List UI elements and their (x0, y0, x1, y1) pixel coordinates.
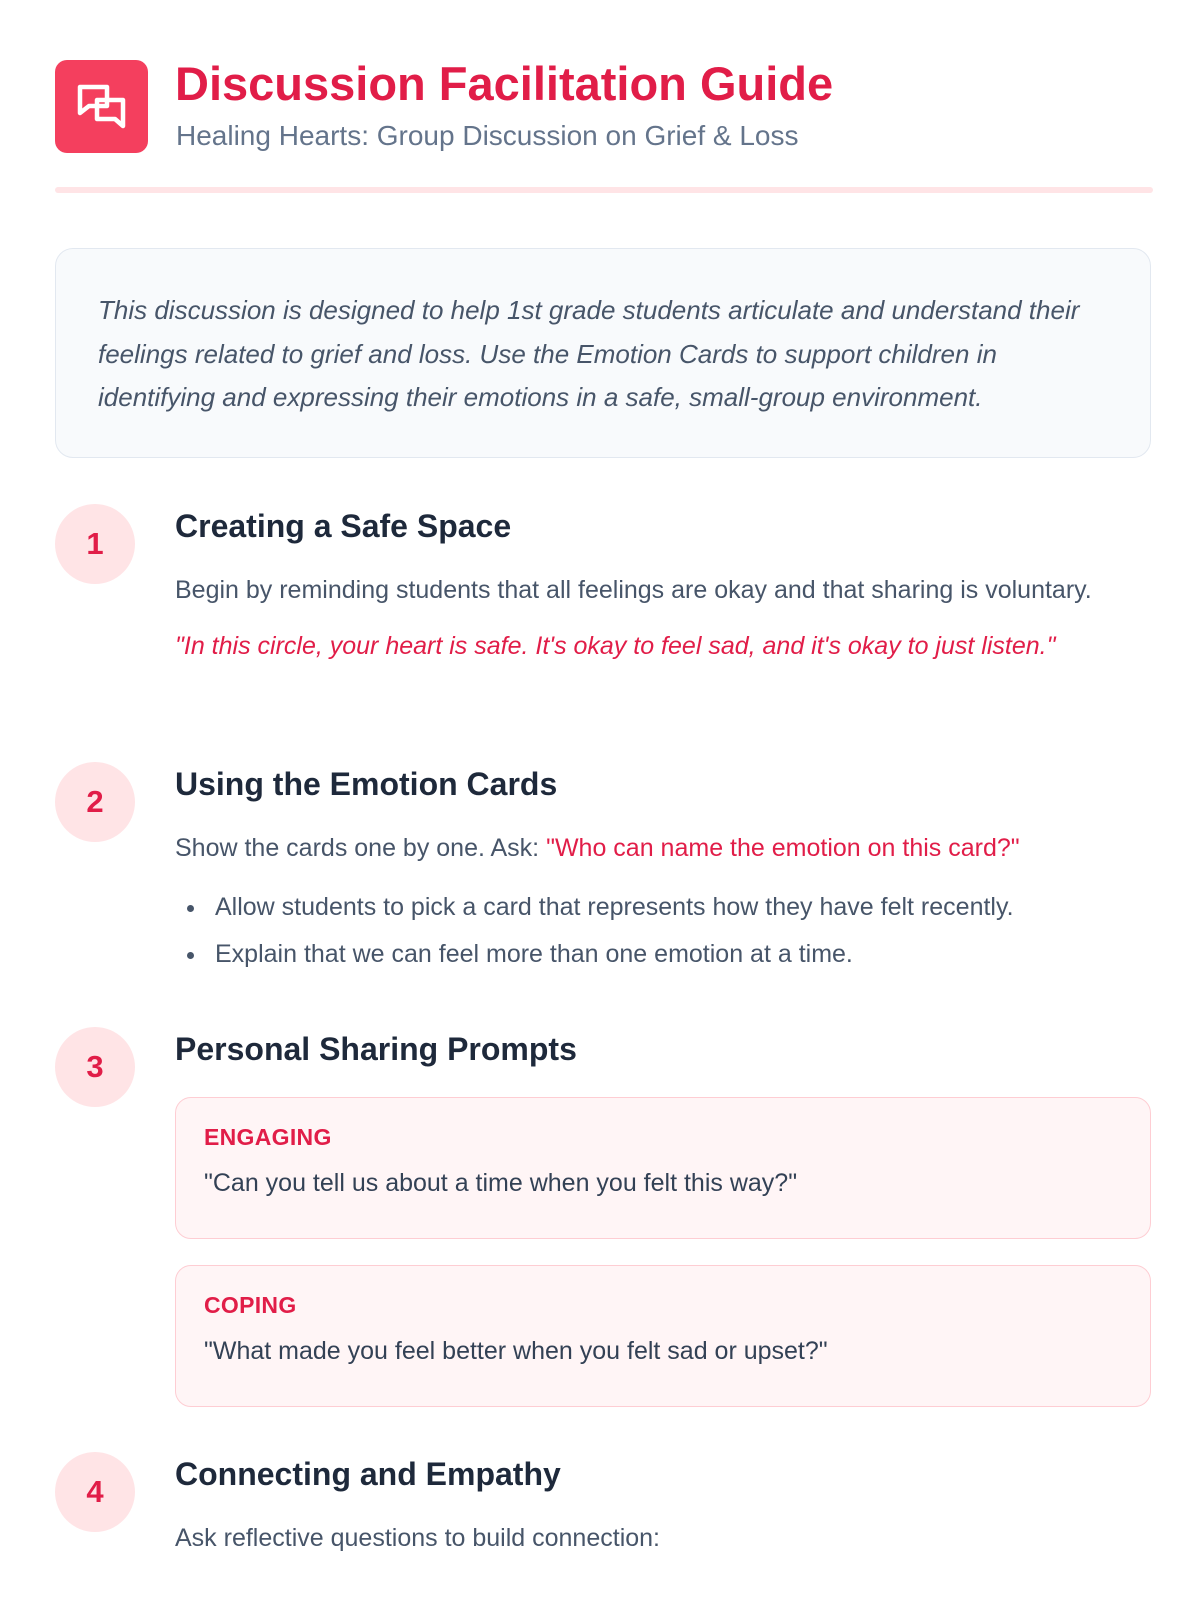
prompt-text: "What made you feel better when you felt sad or upset?" (204, 1337, 828, 1365)
ask-lead: Show the cards one by one. Ask: (175, 834, 540, 862)
section-text (175, 826, 1153, 870)
prompt-tag: COPING (204, 1292, 297, 1318)
list-item: Explain that we can feel more than one emotion at a time. (175, 931, 1153, 978)
bullet-list (175, 884, 1153, 978)
step-number-badge: 3 (55, 1027, 135, 1107)
section-body (175, 504, 1153, 661)
prompt-text: "Can you tell us about a time when you felt this way?" (204, 1169, 798, 1197)
section-title: Personal Sharing Prompts (175, 1031, 577, 1067)
prompt-card-engaging (175, 1097, 1151, 1239)
page-subtitle: Healing Hearts: Group Discussion on Grief & Loss (176, 120, 799, 151)
prompt-card-coping (175, 1265, 1151, 1407)
section-body (175, 1027, 1153, 1365)
section-title: Using the Emotion Cards (175, 766, 558, 802)
intro-text: This discussion is designed to help 1st grade students articulate and understand their feelings related to grief and loss. Use the Emotion Cards to support children in identifying and expressing their emotions in a safe, small-group environment. (98, 295, 1080, 412)
section-title: Connecting and Empathy (175, 1456, 561, 1492)
section-text: Begin by reminding students that all feelings are okay and that sharing is voluntary. (175, 576, 1092, 604)
section-title: Creating a Safe Space (175, 508, 512, 544)
list-item: Allow students to pick a card that represents how they have felt recently. (175, 884, 1153, 931)
section-text: Ask reflective questions to build connection: (175, 1524, 660, 1552)
page-title: Discussion Facilitation Guide (175, 57, 834, 110)
step-number-badge: 4 (55, 1452, 135, 1532)
section-quote: "In this circle, your heart is safe. It's okay to feel sad, and it's okay to just listen." (175, 632, 1056, 660)
prompt-tag: ENGAGING (204, 1124, 332, 1150)
header-divider (55, 187, 1153, 193)
chat-bubbles-icon (55, 60, 148, 153)
step-number-badge: 1 (55, 504, 135, 584)
ask-question: "Who can name the emotion on this card?" (546, 834, 1020, 862)
section-body (175, 762, 1153, 978)
section-body (175, 1452, 1153, 1560)
step-number-badge: 2 (55, 762, 135, 842)
intro-box (55, 248, 1151, 458)
